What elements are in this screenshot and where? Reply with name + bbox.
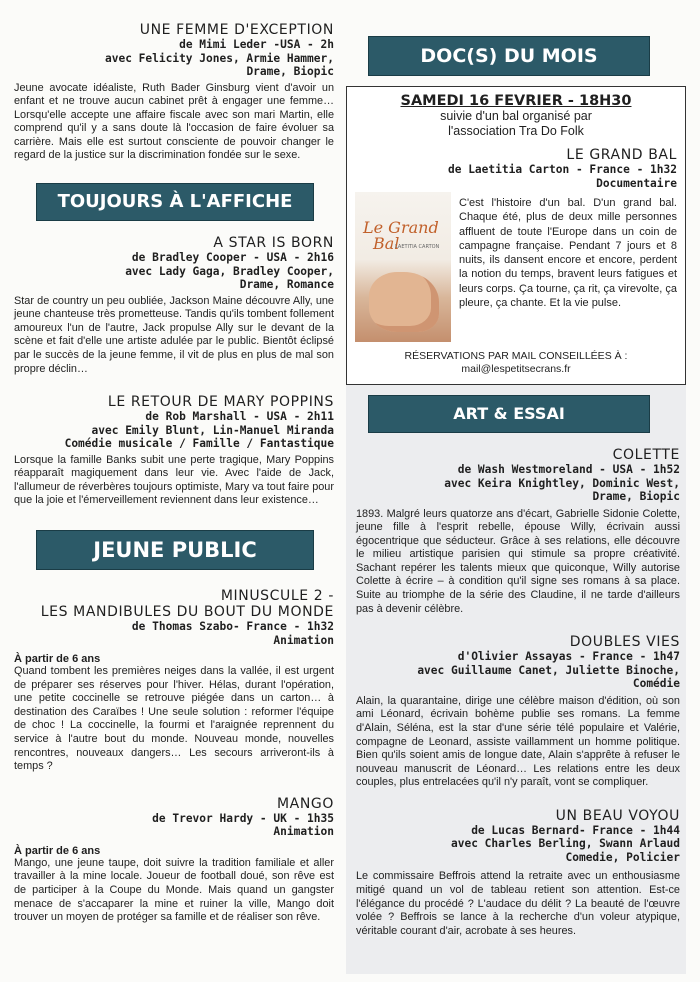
section-header-art-essai: ART & ESSAI	[368, 395, 650, 433]
film-director: de Laetitia Carton - France - 1h32	[447, 163, 677, 176]
film-description: Mango, une jeune taupe, doit suivre la tradition familiale et aller travailler à la mine locale. Joueur de football doué, son rêve est de participer à la Coupe du Monde. Mais quand un gangster menace de s'accaparer la mine et ruiner la ville, Mango doit trouver un moyen de protéger sa famille et de réaliser son rêve.	[14, 856, 334, 924]
film-title-line-2: LES MANDIBULES DU BOUT DU MONDE	[40, 604, 334, 620]
film-meta	[356, 463, 680, 504]
film-description: Star de country un peu oubliée, Jackson Maine découvre Ally, une jeune chanteuse très prometteuse. Tandis qu'ils tombent follement amoureux l'un de l'autre, Jack propulse Ally sur le devant de la scène et fait d'elle une artiste adulée par le public. Bientôt éclipsé par le succès de la jeune femme, il vit de plus en plus de mal son propre déclin…	[14, 294, 334, 375]
film-a-star-is-born	[14, 235, 334, 376]
film-director: de Trevor Hardy - UK - 1h35	[152, 811, 334, 825]
section-header-toujours: TOUJOURS À L'AFFICHE	[36, 183, 314, 221]
film-meta	[14, 410, 334, 451]
right-column	[346, 22, 686, 948]
section-header-docs-du-mois: DOC(S) DU MOIS	[368, 36, 650, 76]
film-title-line-1: MINUSCULE 2 -	[220, 588, 334, 604]
film-description: Quand tombent les premières neiges dans la vallée, il est urgent de préparer ses réserves pour l'hiver. Hélas, durant l'opération, une petite coccinelle se retrouve piégée dans un carton… à destination des Caraïbes ! Une seule solution : reformer l'équipe de choc ! La coccinelle, la fourmi et l'araignée reprennent du service à l'autre bout du monde. Nouveau monde, nouvelles rencontres, nouveaux dangers… Les secours arriveront-ils à temps ?	[14, 665, 334, 773]
film-meta	[355, 163, 677, 190]
event-date: SAMEDI 16 FEVRIER - 18H30	[400, 93, 632, 109]
film-director: de Rob Marshall - USA - 2h11	[145, 410, 334, 424]
film-meta	[14, 812, 334, 839]
film-title: MANGO	[277, 795, 334, 812]
film-cast: avec Felicity Jones, Armie Hammer,	[104, 51, 334, 65]
film-minuscule-2	[14, 588, 334, 774]
film-meta	[356, 824, 680, 865]
film-genre: Drame, Biopic	[592, 490, 680, 503]
film-genre: Comedie, Policier	[565, 850, 680, 864]
film-cast: avec Keira Knightley, Dominic West,	[444, 476, 680, 490]
reservation-email[interactable]: mail@lespetitsecrans.fr	[461, 363, 571, 375]
film-genre: Drame, Biopic	[246, 65, 334, 78]
film-director: de Lucas Bernard- France - 1h44	[471, 823, 680, 837]
film-director: de Mimi Leder -USA - 2h	[179, 38, 334, 51]
film-director: de Thomas Szabo- France - 1h32	[131, 620, 334, 633]
film-director: d'Olivier Assayas - France - 1h47	[457, 650, 680, 664]
film-doubles-vies	[356, 634, 680, 790]
age-rating: À partir de 6 ans	[14, 844, 101, 857]
art-essai-list	[346, 447, 686, 938]
film-description: Alain, la quarantaine, dirige une célèbre maison d'édition, où son ami Léonard, écrivain bohème publie ses romans. La femme d'Alain, Séléna, est la star d'une série télé populaire et Valérie, compagne de Leonard, assiste vaillamment un homme politique. Bien qu'ils soient amis de longue date, Alain s'apprête à refuser le nouveau manuscrit de Léonard… Les relations entre les deux couples, plus entrelacées qu'il n'y paraît, vont se compliquer.	[356, 694, 680, 789]
film-director: de Bradley Cooper - USA - 2h16	[131, 251, 334, 265]
film-colette	[356, 447, 680, 616]
film-cast: avec Lady Gaga, Bradley Cooper,	[125, 264, 334, 278]
film-title: UN BEAU VOYOU	[555, 807, 680, 824]
age-rating: À partir de 6 ans	[14, 653, 101, 665]
film-title: LE RETOUR DE MARY POPPINS	[107, 394, 334, 411]
film-genre: Drame, Romance	[239, 278, 334, 292]
film-title: UNE FEMME D'EXCEPTION	[139, 22, 334, 38]
poster-hands-illustration	[369, 272, 439, 332]
event-subtitle	[355, 109, 677, 139]
left-column	[14, 22, 334, 935]
film-mango	[14, 796, 334, 925]
film-description: C'est l'histoire d'un bal. D'un grand bal. Chaque été, plus de deux mille personnes affluent de toute l'Europe dans un coin de campagne française. Pendant 7 jours et 8 nuits, ils dansent encore et encore, perdent la notion du temps, bravent leurs fatigues et leurs corps. Ça tourne, ça rit, ça virevolte, ça pleure, ça chante. Et la vie pulse.	[459, 197, 677, 310]
film-meta	[14, 620, 334, 647]
poster-title: Le Grand Bal	[363, 218, 439, 253]
film-description: Jeune avocate idéaliste, Ruth Bader Ginsburg vient d'avoir un enfant et ne trouve aucun cabinet prêt à engager une femme… Lorsqu'elle accepte une affaire fiscale avec son mari Martin, elle comprend qu'il y a sans doute là l'occasion de faire évoluer sa carrière. Mais elle est surtout consciente de pouvoir changer le regard de la justice sur la discrimination fondée sur le sexe.	[14, 81, 334, 162]
film-meta	[14, 38, 334, 79]
film-cast: avec Charles Berling, Swann Arlaud	[450, 837, 680, 851]
film-title: COLETTE	[612, 447, 680, 463]
film-title: DOUBLES VIES	[569, 634, 680, 651]
film-title: A STAR IS BORN	[213, 235, 334, 252]
film-un-beau-voyou	[356, 808, 680, 938]
film-director: de Wash Westmoreland - USA - 1h52	[457, 463, 680, 476]
film-genre: Comédie	[632, 677, 680, 691]
reservation-note	[355, 346, 677, 376]
film-genre: Documentaire	[596, 176, 677, 190]
film-genre: Animation	[273, 825, 334, 839]
film-title: LE GRAND BAL	[566, 147, 677, 163]
film-description: Lorsque la famille Banks subit une perte tragique, Mary Poppins réapparaît magiquement dans leur vie. Avec l'aide de Jack, l'allumeur de réverbères toujours optimiste, Mary va tout faire pour que la joie et l'émerveillement reviennent dans leur existence…	[14, 453, 334, 507]
film-genre: Comédie musicale / Famille / Fantastique	[64, 437, 334, 451]
film-cast: avec Guillaume Canet, Juliette Binoche,	[417, 663, 680, 677]
event-subtitle-line: l'association Tra Do Folk	[448, 124, 584, 138]
reservation-label: RÉSERVATIONS PAR MAIL CONSEILLÉES À :	[404, 350, 628, 362]
film-le-retour-de-mary-poppins	[14, 394, 334, 508]
film-une-femme-d-exception	[14, 22, 334, 163]
poster-credit: LAETITIA CARTON	[395, 244, 440, 250]
film-cast: avec Emily Blunt, Lin-Manuel Miranda	[91, 423, 334, 437]
event-subtitle-line: suivie d'un bal organisé par	[440, 109, 592, 123]
film-poster-image	[355, 192, 451, 342]
film-meta	[14, 251, 334, 292]
film-description: 1893. Malgré leurs quatorze ans d'écart, Gabrielle Sidonie Colette, jeune fille à l'esprit rebelle, épouse Willy, écrivain aussi égocentrique que séducteur. Grâce à ses relations, elle découvre le milieu artistique parisien qui stimule sa propre créativité. Sachant repérer les talents mieux que quiconque, Willy autorise Colette à écrire – à condition qu'il signe ses romans à sa place. Suite au triomphe de la série des Claudine, il ne tarde d'ailleurs pas à devenir célèbre.	[356, 507, 680, 615]
film-meta	[356, 650, 680, 691]
event-box-grand-bal	[346, 86, 686, 385]
section-header-jeune-public: JEUNE PUBLIC	[36, 530, 314, 570]
film-genre: Animation	[273, 633, 334, 647]
film-description: Le commissaire Beffrois attend la retraite avec un enthousiasme mitigé quand un vol de tableau retient son attention. Est-ce l'élégance du procédé ? L'audace du délit ? La beauté de l'œuvre volée ? Beffrois se lance à la recherche d'un voleur atypique, véritable courant d'air, acrobate à ses heures.	[356, 870, 680, 937]
